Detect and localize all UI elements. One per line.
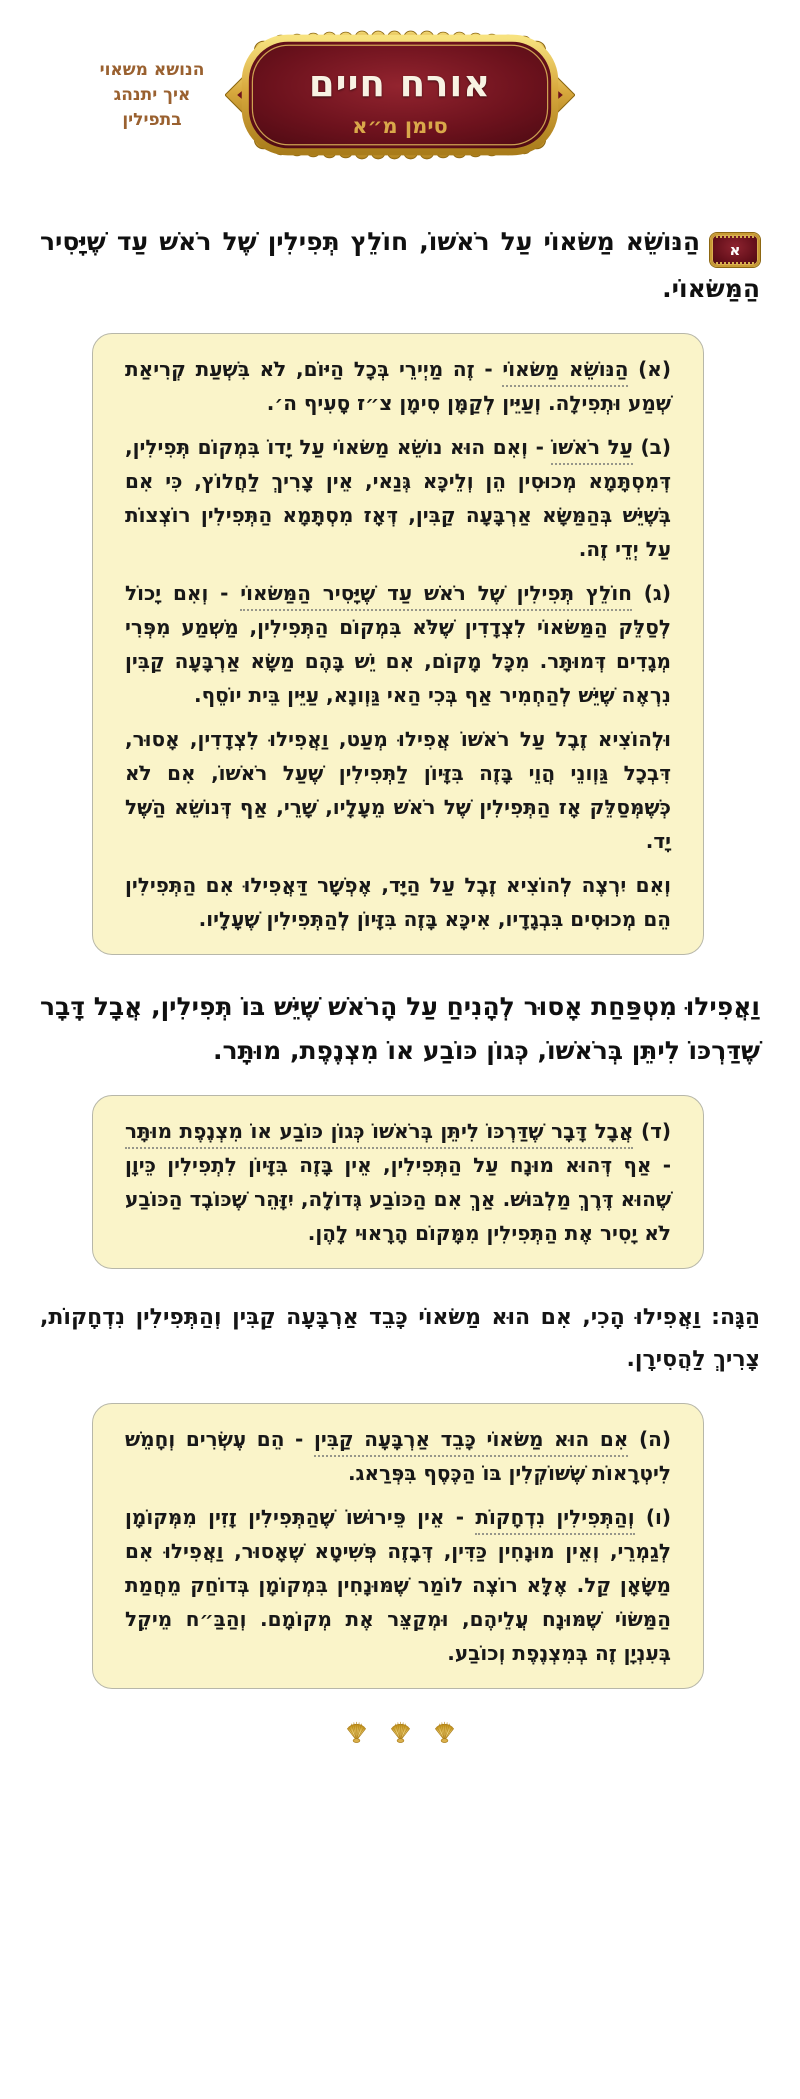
commentary-paragraph: (ב) עַל רֹאשׁוֹ - וְאִם הוּא נוֹשֵׂא מַשּׂאוֹי עַל יָדוֹ בִּמְקוֹם תְּפִילִין, דְּמִסְתָּמָא מְכוּסִין הֵן וְלֵיכָּא גְּנַאי, אֵין צָרִיךְ לַחֲלוֹץ, כִּי אִם בְּשֶׁיֵּשׁ בְּהַמַּשָּׂא אַרְבָּעָה קַבִּין, דְּאָז מִסְתָּמָא הַתְּפִילִין רוֹצְצוֹת עַל יְדֵי זֶה. [125,435,671,561]
commentary-box-3 [92,1403,704,1689]
commentary-paragraph: (ה) אִם הוּא מַשּׂאוֹי כָּבֵד אַרְבָּעָה קַבִּין - הֵם עֶשְׂרִים וְחָמֵשׁ לִיטְרָאוֹת שֶׁשּׁוֹקְלִין בּוֹ הַכֶּסֶף בִּפְּרַאג. [125,1427,671,1485]
commentary-paragraph [125,722,671,858]
commentary-paragraph [125,868,671,936]
chapter-topic-line: הנושא משאוי [99,60,205,80]
paragraph-body: אֵין פֵּירוּשׁוֹ שֶׁהַתְּפִילִין זָזִין מִמְּקוֹמָן לְגַמְרֵי, וְאֵין מוּנָחִין כַּדִּין, דְּבָזֶה פְּשִׁיטָא שֶׁאָסוּר, וַאֲפִילוּ אִם מַשָּׂאָן קַל. אֶלָּא רוֹצֶה לוֹמַר שֶׁמּוּנָחִין בִּמְקוֹמָן בְּדוֹחַק מֵחֲמַת הַמַּשּׂוֹי שֶׁמּוּנָח עֲלֵיהֶם, וּמְקַצֵּר אֶת מְקוֹמָם. וְהַבַּ״ח מֵיקֵל בְּעִנְיָן זֶה בְּמִצְנֶפֶת וְכוֹבַע. [125,1505,671,1665]
dibur-hamatchil: עַל רֹאשׁוֹ [551,435,633,465]
siman-subtitle: סימן מ״א [352,114,448,138]
chapter-topic-line: איך יתנהג [113,85,191,105]
commentary-box-1 [92,333,704,955]
dibur-hamatchil: חוֹלֵץ תְּפִילִין שֶׁל רֹאשׁ עַד שֶׁיָּסִיר הַמַּשּׂאוֹי [240,581,632,611]
seif-letter: א [729,241,741,259]
footer-ornaments [0,1719,800,1762]
dibur-hamatchil: וְהַתְּפִילִין נִדְחָקוֹת [475,1505,634,1535]
seif-aleph-badge-icon [710,233,760,267]
hagah-prefix: הַגָּה: [711,1305,760,1330]
halacha-text [40,220,760,311]
commentary-paragraph: (ו) וְהַתְּפִילִין נִדְחָקוֹת - אֵין פֵּירוּשׁוֹ שֶׁהַתְּפִילִין זָזִין מִמְּקוֹמָן לְגַמְרֵי, וְאֵין מוּנָחִין כַּדִּין, דְּבָזֶה פְּשִׁיטָא שֶׁאָסוּר, וַאֲפִילוּ אִם מַשָּׂאָן קַל. אֶלָּא רוֹצֶה לוֹמַר שֶׁמּוּנָחִין בִּמְקוֹמָן בְּדוֹחַק מֵחֲמַת הַמַּשּׂוֹי שֶׁמּוּנָח עֲלֵיהֶם, וּמְקַצֵּר אֶת מְקוֹמָם. וְהַבַּ״ח מֵיקֵל בְּעִנְיָן זֶה בְּמִצְנֶפֶת וְכוֹבַע. [125,1505,671,1665]
commentary-paragraph: (ג) חוֹלֵץ תְּפִילִין שֶׁל רֹאשׁ עַד שֶׁיָּסִיר הַמַּשּׂאוֹי - וְאִם יָכוֹל לְסַלֵּק הַמַּשּׂאוֹי לִצְדָדִין שֶׁלֹּא בִּמְקוֹם הַתְּפִילִין, מַשְׁמַע מִפְּרִי מְגָדִים דְּמוּתָּר. מִכָּל מָקוֹם, אִם יֵשׁ בָּהֶם מַשָּׂא אַרְבָּעָה קַבִּין נִרְאֶה שֶׁיֵּשׁ לְהַחְמִיר אַף בְּכִי הַאי גַּוְונָא, עַיֵּין בֵּית יוֹסֵף. [125,581,671,707]
scallop-shell-icon [431,1719,458,1744]
paragraph-body: וְאִם הוּא נוֹשֵׂא מַשּׂאוֹי עַל יָדוֹ בִּמְקוֹם תְּפִילִין, דְּמִסְתָּמָא מְכוּסִין הֵן וְלֵיכָּא גְּנַאי, אֵין צָרִיךְ לַחֲלוֹץ, כִּי אִם בְּשֶׁיֵּשׁ בְּהַמַּשָּׂא אַרְבָּעָה קַבִּין, דְּאָז מִסְתָּמָא הַתְּפִילִין רוֹצְצוֹת עַל יְדֵי זֶה. [125,435,671,561]
hagah-text [40,1297,760,1381]
chapter-topic [78,58,226,133]
paragraph-body: זֶה מַיְירֵי בְּכָל הַיּוֹם, לֹא בִּשְׁעַת קְרִיאַת שְׁמַע וּתְפִילָה. וְעַיֵּין לְקַמָּן סִימָן צ״ז סָעִיף ה׳. [125,357,671,415]
commentary-box-2 [92,1095,704,1269]
chapter-topic-line: בתפילין [122,110,182,130]
commentary-paragraph: (א) הַנּוֹשֵׂא מַשּׂאוֹי - זֶה מַיְירֵי בְּכָל הַיּוֹם, לֹא בִּשְׁעַת קְרִיאַת שְׁמַע וּתְפִילָה. וְעַיֵּין לְקַמָּן סִימָן צ״ז סָעִיף ה׳. [125,357,672,415]
halacha-body: הַנּוֹשֵׂא מַשּׂאוֹי עַל רֹאשׁוֹ, חוֹלֵץ תְּפִילִין שֶׁל רֹאשׁ עַד שֶׁיָּסִיר הַמַּשּׂאוֹי. [40,227,760,303]
dibur-hamatchil: הַנּוֹשֵׂא מַשּׂאוֹי [502,357,628,387]
section-title: אורח חיים [308,62,492,105]
paragraph-marker: (ג) [631,581,671,605]
paragraph-marker: (א) [628,357,672,381]
paragraph-body: וְאִם יָכוֹל לְסַלֵּק הַמַּשּׂאוֹי לִצְדָדִין שֶׁלֹּא בִּמְקוֹם הַתְּפִילִין, מַשְׁמַע מִפְּרִי מְגָדִים דְּמוּתָּר. מִכָּל מָקוֹם, אִם יֵשׁ בָּהֶם מַשָּׂא אַרְבָּעָה קַבִּין נִרְאֶה שֶׁיֵּשׁ לְהַחְמִיר אַף בְּכִי הַאי גַּוְונָא, עַיֵּין בֵּית יוֹסֵף. [125,581,671,707]
paragraph-body: וּלְהוֹצִיא זֶבֶל עַל רֹאשׁוֹ אֲפִילוּ מְעַט, וַאֲפִילוּ לִצְדָדִין, אָסוּר, דִּבְכָל גַּוְונֵי הֲוֵי בָּזֶה בִּזָּיוֹן לַתְּפִילִין שֶׁעַל רֹאשׁוֹ, אִם לֹא כְּשֶׁמְּסַלֵּק אָז הַתְּפִילִין שֶׁל רֹאשׁ מֵעָלָיו, שָׁרֵי, אַף דְּנוֹשֵׂא הַשֶּׁל יָד. [125,727,671,853]
commentary-paragraph: (ד) אֲבָל דָּבָר שֶׁדַּרְכּוֹ לִיתֵּן בְּרֹאשׁוֹ כְּגוֹן כּוֹבַע אוֹ מִצְנֶפֶת מוּתָּר - אַף דְּהוּא מוּנָח עַל הַתְּפִילִין, אֵין בָּזֶה בִּזָּיוֹן לִתְפִילִין כֵּיוָן שֶׁהוּא דֶּרֶךְ מַלְבּוּשׁ. אַךְ אִם הַכּוֹבַע גְּדוֹלָה, יִזָּהֵר שֶׁכּוֹבֶד הַכּוֹבַע לֹא יָסִיר אֶת הַתְּפִילִין מִמָּקוֹם הָרָאוּי לָהֶן. [125,1119,671,1245]
paragraph-body: אַף דְּהוּא מוּנָח עַל הַתְּפִילִין, אֵין בָּזֶה בִּזָּיוֹן לִתְפִילִין כֵּיוָן שֶׁהוּא דֶּרֶךְ מַלְבּוּשׁ. אַךְ אִם הַכּוֹבַע גְּדוֹלָה, יִזָּהֵר שֶׁכּוֹבֶד הַכּוֹבַע לֹא יָסִיר אֶת הַתְּפִילִין מִמָּקוֹם הָרָאוּי לָהֶן. [125,1153,671,1245]
page-header [0,30,800,162]
paragraph-marker: (ו) [634,1505,671,1529]
dibur-hamatchil: אֲבָל דָּבָר שֶׁדַּרְכּוֹ לִיתֵּן בְּרֹאשׁוֹ כְּגוֹן כּוֹבַע אוֹ מִצְנֶפֶת מוּתָּר [125,1119,633,1149]
scallop-shell-icon [343,1719,370,1744]
halacha-continuation-text: וַאֲפִילוּ מִטְפַּחַת אָסוּר לְהָנִיחַ עַל הָרֹאשׁ שֶׁיֵּשׁ בּוֹ תְּפִילִין, אֲבָל דָּבָר שֶׁדַּרְכּוֹ לִיתֵּן בְּרֹאשׁוֹ, כְּגוֹן כּוֹבַע אוֹ מִצְנֶפֶת, מוּתָּר. [40,992,760,1065]
paragraph-body: הֵם עֶשְׂרִים וְחָמֵשׁ לִיטְרָאוֹת שֶׁשּׁוֹקְלִין בּוֹ הַכֶּסֶף בִּפְּרַאג. [125,1427,671,1485]
dibur-hamatchil: אִם הוּא מַשּׂאוֹי כָּבֵד אַרְבָּעָה קַבִּין [314,1427,628,1457]
hagah-body: וַאֲפִילוּ הָכִי, אִם הוּא מַשּׂאוֹי כָּבֵד אַרְבָּעָה קַבִּין וְהַתְּפִילִין נִדְחָקוֹת, צָרִיךְ לַהֲסִירָן. [40,1305,760,1372]
scallop-shell-icon [387,1719,414,1744]
paragraph-marker: (ב) [632,435,671,459]
paragraph-marker: (ד) [633,1119,671,1143]
title-banner [225,30,575,160]
paragraph-marker: (ה) [628,1427,671,1451]
paragraph-body: וְאִם יִרְצֶה לְהוֹצִיא זֶבֶל עַל הַיָּד, אֶפְשָׁר דַּאֲפִילוּ אִם הַתְּפִילִין הֵם מְכוּסִים בִּבְגָדָיו, אִיכָּא בָּזֶה בִּזָּיוֹן לְהַתְּפִילִין שֶׁעָלָיו. [125,873,671,931]
